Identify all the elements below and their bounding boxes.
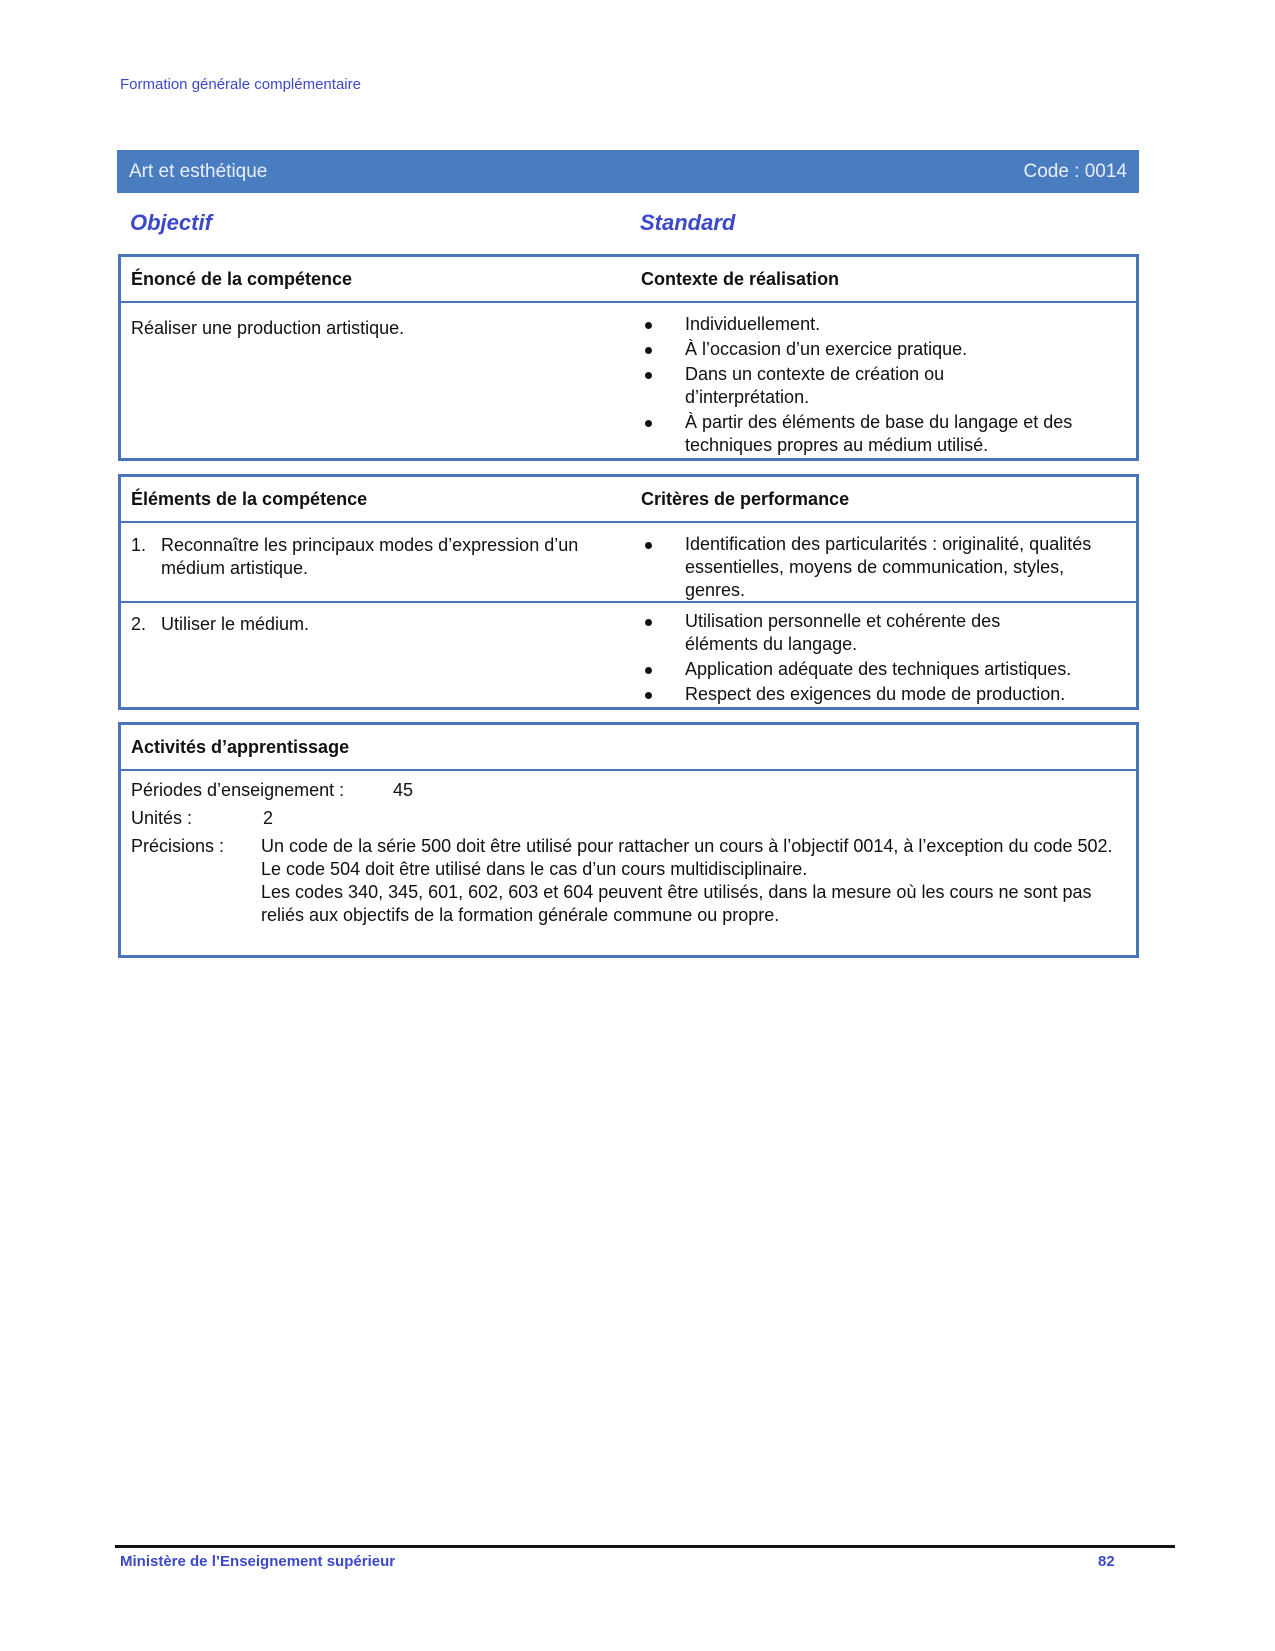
bullet-icon <box>645 542 652 549</box>
standard-label: Standard <box>640 210 736 235</box>
competence-statement: Réaliser une production artistique. <box>131 318 405 338</box>
footer-ministry: Ministère de l’Enseignement supérieur <box>120 1553 396 1570</box>
precisions-block <box>261 835 1121 927</box>
unites-value: 2 <box>263 808 274 828</box>
context-list <box>641 313 1121 459</box>
competence-box-header <box>121 257 1136 303</box>
list-item: Individuellement. <box>641 313 1121 336</box>
list-item: À l’occasion d’un exercice pratique. <box>641 338 1121 361</box>
unites-line <box>131 807 274 830</box>
activites-box-header <box>121 725 1136 771</box>
activites-header: Activités d’apprentissage <box>131 737 350 757</box>
list-item: Utilisation personnelle et cohérente des éléments du langage. <box>641 610 1045 656</box>
periodes-label: Périodes d’enseignement : <box>131 780 345 800</box>
precision-item: Les codes 340, 345, 601, 602, 603 et 604 peuvent être utilisés, dans la mesure où les cours ne sont pas reliés aux objectifs de la formation générale commune ou propre. <box>261 882 1092 925</box>
course-title: Art et esthétique <box>129 160 268 182</box>
elements-box-header <box>121 477 1136 523</box>
list-item: Respect des exigences du mode de production. <box>641 683 1121 706</box>
element-row <box>121 601 1136 707</box>
bullet-icon <box>645 322 652 329</box>
list-item: Identification des particularités : originalité, qualités essentielles, moyens de communication, styles, genres. <box>641 533 1121 602</box>
bullet-icon <box>645 420 652 427</box>
periodes-value: 45 <box>393 780 414 800</box>
page-number: 82 <box>1098 1553 1115 1570</box>
list-item: À partir des éléments de base du langage et des techniques propres au médium utilisé. <box>641 411 1121 457</box>
precision-item: Un code de la série 500 doit être utilisé pour rattacher un cours à l’objectif 0014, à l’exception du code 502. <box>261 836 1113 856</box>
element-item: 1. Reconnaître les principaux modes d’expression d’un médium artistique. <box>131 535 579 578</box>
element-row <box>121 523 1136 601</box>
bullet-icon <box>645 692 652 699</box>
bullet-icon <box>645 372 652 379</box>
precision-item: Le code 504 doit être utilisé dans le cas d’un cours multidisciplinaire. <box>261 859 808 879</box>
precisions-label: Précisions : <box>131 836 225 856</box>
running-head: Formation générale complémentaire <box>120 76 361 93</box>
list-item: Dans un contexte de création ou d’interprétation. <box>641 363 1005 409</box>
enonce-header: Énoncé de la compétence <box>131 269 353 289</box>
title-bar <box>117 150 1139 193</box>
competence-body <box>121 303 1136 453</box>
elements-header: Éléments de la compétence <box>131 489 368 509</box>
criteria-list <box>641 610 1121 708</box>
periodes-line <box>131 779 414 802</box>
bullet-icon <box>645 667 652 674</box>
activites-box <box>118 722 1139 958</box>
bullet-icon <box>645 619 652 626</box>
bullet-icon <box>645 347 652 354</box>
footer-rule <box>115 1545 1175 1548</box>
contexte-header: Contexte de réalisation <box>641 269 840 289</box>
objectif-label: Objectif <box>130 210 212 235</box>
activites-body <box>121 771 1136 957</box>
competence-box <box>118 254 1139 461</box>
criteres-header: Critères de performance <box>641 489 850 509</box>
unites-label: Unités : <box>131 808 193 828</box>
elements-box <box>118 474 1139 710</box>
element-item: 2. Utiliser le médium. <box>131 614 310 634</box>
list-item: Application adéquate des techniques artistiques. <box>641 658 1121 681</box>
course-code: Code : 0014 <box>1023 160 1127 182</box>
criteria-list <box>641 533 1121 604</box>
